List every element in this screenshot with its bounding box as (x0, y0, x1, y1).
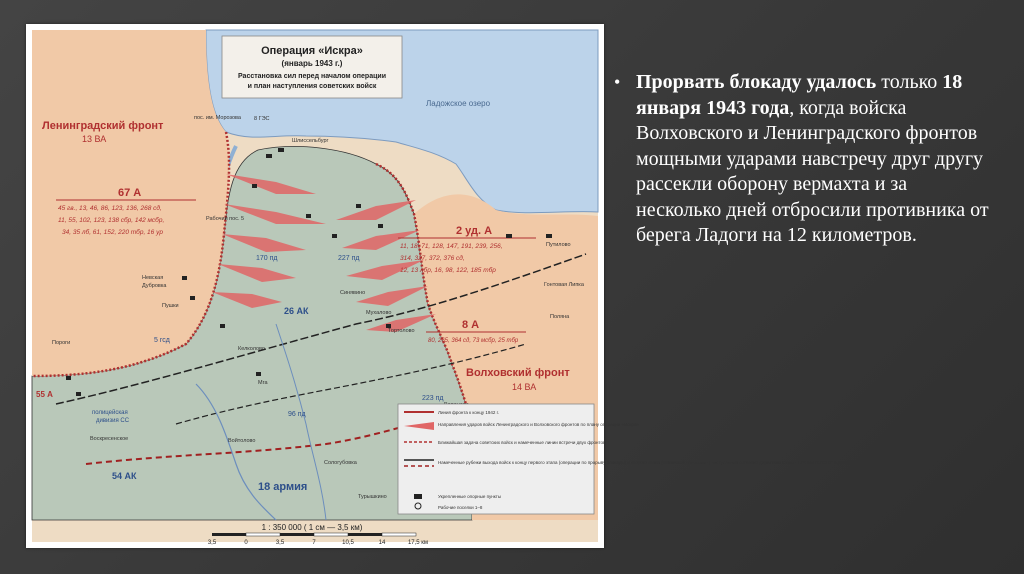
place-kelkolovo: Келколово (238, 346, 265, 352)
legend-4: Намеченные рубежи выхода войск к концу первого этапа (операции по прорыву блокады) и второго этапа («Мгинской операции») наступления согласно директиве Ставки ВГК №170703 от 8 декабря 1942 г. (438, 460, 870, 465)
german-police-2: дивизия СС (96, 418, 130, 424)
bullet-text-part: только (876, 71, 943, 93)
bullet-text-rest: , когда войска Волховского и Ленинградского фронтов мощными ударами навстречу друг другу рассекли оборону вермахта и за несколько дней отбросили противника от берега Ладоги на 12 километров. (636, 96, 989, 246)
army-55-label: 55 А (36, 390, 53, 399)
lake-label: Ладожское озеро (426, 99, 491, 108)
legend-1: Линия фронта к концу 1942 г. (438, 410, 500, 415)
place-voskresenskoe: Воскресенское (90, 436, 129, 442)
map-title: Операция «Искра» (261, 45, 363, 57)
place-turyshkino: Турышкино (358, 494, 387, 500)
slide-text (614, 70, 994, 249)
german-170pd: 170 пд (256, 255, 278, 262)
legend-2: Направления ударов войск Ленинградского и Волховского фронтов по плану операции «Искра» (438, 422, 640, 427)
place-tortolovo: Тортолово (388, 328, 415, 334)
army-67-units-1: 45 гв., 13, 46, 86, 123, 136, 268 сд, (58, 205, 162, 212)
volkhov-front-label: Волховский фронт (466, 367, 570, 379)
place-polyana: Поляна (550, 314, 570, 320)
leningrad-front-label: Ленинградский фронт (42, 120, 164, 132)
scale-bar (212, 533, 416, 536)
place-nevskaya-2: Дубровка (142, 283, 167, 289)
legend-3: Ближайшая задача советских войск и намеченные линии встречи двух фронтов (438, 440, 606, 445)
place-pushki: Пушки (162, 303, 179, 309)
army-8-units: 80, 265, 364 сд, 73 мсбр, 25 тбр (428, 338, 519, 344)
bullet-item (614, 70, 994, 249)
leningrad-air-label: 13 ВА (82, 134, 107, 144)
bullet-bold-date: 18 января 1943 года (636, 71, 963, 119)
scale-tick-5: 14 (378, 540, 386, 546)
place-voitolovo: Войтолово (228, 438, 256, 444)
map-scale: 1 : 350 000 ( 1 см — 3,5 км) (261, 523, 363, 532)
army-67-units-2: 11, 55, 102, 123, 138 сбр, 142 мсбр, (58, 217, 165, 224)
scale-tick-4: 10,5 (342, 540, 354, 546)
place-sinyavino: Синявино (340, 290, 366, 296)
army-18-label: 18 армия (258, 481, 308, 493)
german-227pd: 227 пд (338, 255, 360, 262)
place-8ges: 8 ГЭС (254, 116, 270, 122)
legend-5: Укрепленные опорные пункты (438, 494, 502, 499)
bullet-dot: • (614, 72, 621, 92)
bullet-bold-lead: Прорвать блокаду удалось (636, 71, 877, 93)
army-8-label: 8 А (462, 319, 480, 331)
german-223pd: 223 пд (422, 395, 444, 402)
volkhov-air-label: 14 ВА (512, 382, 537, 392)
place-mukhalovo: Мухалово (366, 310, 392, 316)
place-sologubovka: Сологубовка (324, 460, 357, 466)
german-54ak: 54 АК (112, 471, 137, 481)
place-morozov: пос. им. Морозова (194, 115, 241, 121)
place-porogi: Пороги (52, 340, 71, 346)
bullet-text (636, 70, 994, 249)
german-26ak: 26 АК (284, 306, 309, 316)
place-nevskaya-1: Невская (142, 275, 164, 281)
german-police-1: полицейская (92, 410, 128, 416)
german-96pd: 96 пд (288, 411, 306, 418)
army-2ud-units-3: 12, 13 лбр, 16, 98, 122, 185 тбр (400, 267, 496, 274)
place-shlisselburg: Шлиссельбург (292, 138, 329, 144)
scale-tick-3: 7 (312, 540, 316, 546)
legend-6: Рабочие поселки 1–8 (438, 505, 483, 510)
army-67-units-3: 34, 35 лб, 61, 152, 220 тбр, 16 ур (62, 229, 163, 236)
map-subtitle-1: Расстановка сил перед началом операции (237, 73, 387, 80)
scale-tick-6: 17,5 км (407, 540, 429, 546)
map-date: (январь 1943 г.) (281, 59, 343, 68)
scale-tick-1: 0 (244, 540, 248, 546)
map-subtitle-2: и план наступления советских войск (247, 83, 377, 90)
place-gontovaya: Гонтовая Липка (544, 282, 584, 288)
scale-tick-0: 3,5 (207, 540, 217, 546)
place-poselok5: Рабочий пос. 5 (206, 216, 245, 222)
scale-tick-2: 3,5 (275, 540, 285, 546)
place-mga: Мга (258, 380, 268, 386)
army-2ud-units-2: 314, 327, 372, 376 сд, (400, 255, 465, 262)
army-67-label: 67 А (118, 187, 142, 199)
army-2ud-label: 2 уд. А (456, 225, 493, 237)
german-5gsd: 5 гсд (154, 337, 170, 344)
army-2ud-units-1: 11, 18, 71, 128, 147, 191, 239, 256, (400, 243, 503, 250)
place-putilovo: Путилово (546, 242, 571, 248)
